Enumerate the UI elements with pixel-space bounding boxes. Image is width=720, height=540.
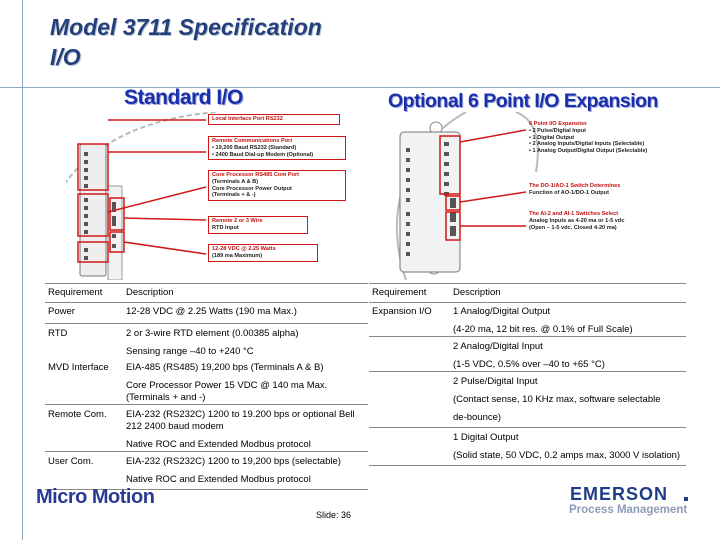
expansion-io-spec-table xyxy=(369,283,686,466)
callout-line: • 2 Analog Inputs/Digital Inputs (Selectable) xyxy=(529,141,645,148)
slide-number: Slide: 36 xyxy=(316,510,352,520)
requirement-cell xyxy=(369,444,450,466)
requirement-cell xyxy=(369,372,450,389)
slide-title-line-1: Model 3711 Specification xyxy=(50,14,322,40)
table-row xyxy=(45,303,368,324)
table-row xyxy=(369,318,686,337)
callout-do-ao-switch xyxy=(526,182,666,198)
description-cell: (Solid state, 50 VDC, 0.2 amps max, 3000 V isolation) xyxy=(450,444,686,466)
callout-line: Remote 2 or 3 Wire xyxy=(212,218,263,224)
column-header: Description xyxy=(123,284,368,303)
requirement-cell xyxy=(45,340,123,358)
callout-line: The AI-2 and AI-1 Switches Select xyxy=(529,211,619,217)
slide-title xyxy=(50,12,470,72)
callout-line: (Terminals + & -) xyxy=(212,192,256,199)
micro-motion-logo xyxy=(36,486,154,509)
description-cell: (1-5 VDC, 0.5% over –40 to +65 °C) xyxy=(453,359,605,370)
description-cell: 1 Analog/Digital Output xyxy=(450,303,686,319)
title-rule xyxy=(0,87,720,88)
description-cell: EIA-232 (RS232C) 1200 to 19.200 bps or optional Bell 212 2400 baud modem xyxy=(123,405,368,434)
description-cell: Native ROC and Extended Modbus protocol xyxy=(126,439,311,450)
table-row xyxy=(45,358,368,374)
callout-line: • 19,200 Baud RS232 (Standard) xyxy=(212,144,297,151)
callout-line: (Open – 1-5 vdc. Closed 4-20 ma) xyxy=(529,224,617,231)
emerson-logo-tagline: Process Management xyxy=(569,504,688,516)
requirement-cell xyxy=(369,428,450,445)
table-row xyxy=(45,340,368,358)
expansion-io-board-image xyxy=(366,112,670,280)
table-row xyxy=(45,433,368,452)
micro-motion-logo-text: Micro Motion xyxy=(36,486,155,508)
callout-line: 12-28 VDC @ 2.25 Watts xyxy=(212,246,276,252)
requirement-cell: Power xyxy=(45,303,123,324)
table-row xyxy=(369,303,686,319)
description-cell: EIA-232 (RS232C) 1200 to 19,200 bps (selectable) xyxy=(123,452,368,469)
requirement-cell xyxy=(45,374,123,405)
callout-line: • 1 Analog Output/Digital Output (Selectable) xyxy=(529,148,648,155)
description-cell: 2 Analog/Digital Input xyxy=(450,337,686,354)
callout-line: • 1 Digital Output xyxy=(529,134,575,141)
description-cell: Sensing range –40 to +240 °C xyxy=(126,346,254,357)
callout-power-input xyxy=(208,244,318,262)
table-header-row xyxy=(369,284,686,303)
table-row xyxy=(369,337,686,354)
standard-io-heading: Standard I/O xyxy=(124,86,243,109)
requirement-cell: User Com. xyxy=(45,452,123,469)
callout-local-interface-port xyxy=(208,114,340,125)
callout-line: The DO-1/AO-1 Switch Determines xyxy=(529,183,621,189)
callout-line: Remote Communications Port xyxy=(212,138,293,144)
requirement-cell: Expansion I/O xyxy=(369,303,450,319)
column-header: Requirement xyxy=(369,284,450,303)
description-cell: 2 or 3-wire RTD element (0.00385 alpha) xyxy=(123,324,368,341)
standard-io-spec-table xyxy=(45,283,368,490)
left-rule xyxy=(22,0,23,540)
callout-line: Local Interface Port RS232 xyxy=(212,116,283,122)
description-cell: (Contact sense, 10 KHz max, software selectable xyxy=(453,394,661,405)
callout-line: RTD Input xyxy=(212,224,239,231)
table-row xyxy=(45,405,368,434)
callout-core-processor-port xyxy=(208,170,346,201)
callout-line: (Terminals A & B) xyxy=(212,178,259,185)
slide-title-line-2: I/O xyxy=(50,44,81,70)
table-header-row xyxy=(45,284,368,303)
emerson-logo: EMERSON xyxy=(570,484,669,504)
description-cell: 12-28 VDC @ 2.25 Watts (190 ma Max.) xyxy=(123,303,368,324)
callout-line: Core Processor RS485 Com Port xyxy=(212,172,300,178)
table-row xyxy=(369,353,686,372)
table-row xyxy=(45,374,368,405)
callout-line: Function of AO-1/DO-1 Output xyxy=(529,189,609,196)
callout-remote-communications-port xyxy=(208,136,346,160)
requirement-cell xyxy=(45,433,123,452)
table-row xyxy=(369,444,686,466)
description-cell: Native ROC and Extended Modbus protocol xyxy=(123,468,368,490)
callout-line: Analog Inputs as 4-20 ma or 1-5 vdc xyxy=(529,217,625,224)
requirement-cell: MVD Interface xyxy=(48,362,109,373)
standard-io-board-image xyxy=(66,112,352,280)
table-row xyxy=(45,324,368,341)
callout-rtd-input xyxy=(208,216,308,234)
table-row xyxy=(45,452,368,469)
optional-io-heading: Optional 6 Point I/O Expansion xyxy=(388,90,658,112)
table-row xyxy=(369,388,686,406)
callout-line: 6 Point I/O Expansion xyxy=(529,121,587,127)
description-cell: de-bounce) xyxy=(453,412,502,423)
requirement-cell xyxy=(369,318,450,337)
description-cell: Core Processor Power 15 VDC @ 140 ma Max. (Terminals + and -) xyxy=(126,380,328,403)
requirement-cell xyxy=(369,388,450,406)
callout-expansion-summary xyxy=(526,120,666,156)
column-header: Description xyxy=(450,284,686,303)
table-row xyxy=(369,428,686,445)
table-row xyxy=(369,406,686,428)
requirement-cell xyxy=(369,353,450,372)
description-cell: 2 Pulse/Digital Input xyxy=(450,372,686,389)
requirement-cell xyxy=(369,406,450,428)
requirement-cell: Remote Com. xyxy=(45,405,123,434)
table-row xyxy=(369,372,686,389)
callout-line: • 2400 Baud Dial-up Modem (Optional) xyxy=(212,151,314,158)
callout-line: Core Processor Power Output xyxy=(212,185,292,192)
callout-line: • 2 Pulse/Digital Input xyxy=(529,127,586,134)
description-cell: 1 Digital Output xyxy=(450,428,686,445)
callout-line: (189 ma Maximum) xyxy=(212,252,263,259)
emerson-logo-dot xyxy=(684,497,688,501)
description-cell: EIA-485 (RS485) 19,200 bps (Terminals A & B) xyxy=(126,362,324,373)
requirement-cell xyxy=(369,337,450,354)
column-header: Requirement xyxy=(45,284,123,303)
description-cell: (4-20 ma, 12 bit res. @ 0.1% of Full Scale) xyxy=(453,324,633,335)
requirement-cell: RTD xyxy=(45,324,123,341)
callout-ai-switches xyxy=(526,210,666,232)
